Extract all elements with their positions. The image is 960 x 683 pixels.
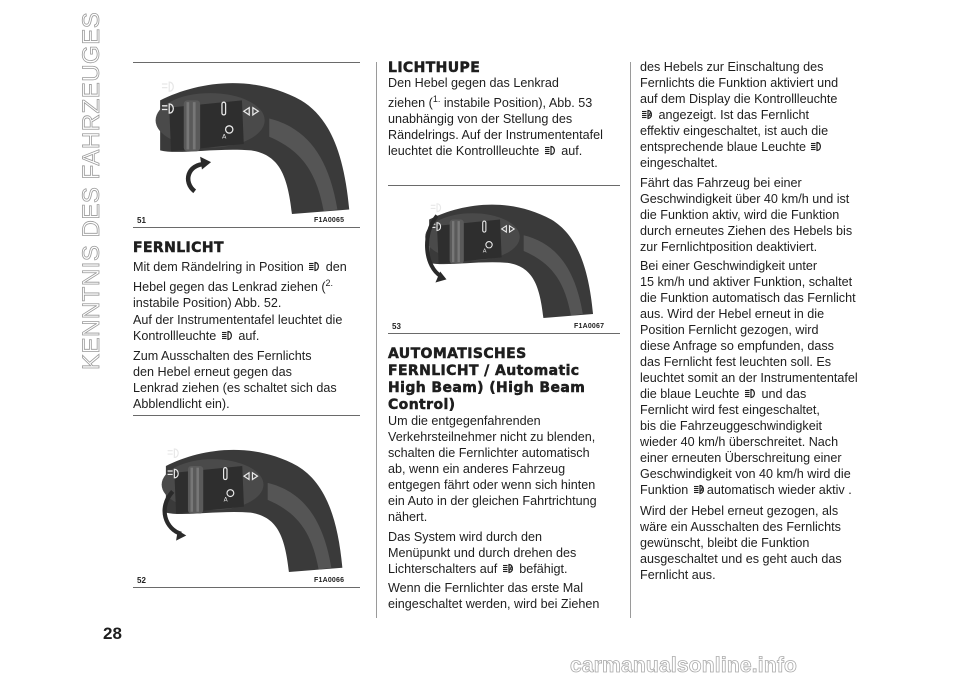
heading-fernlicht: FERNLICHT <box>133 240 224 256</box>
automatik-paragraph-2: Das System wird durch den Menüpunkt und durch drehen des Lichterschalters auf befähigt. <box>388 530 577 576</box>
figure-rule <box>388 185 620 186</box>
figure-rule <box>388 333 620 334</box>
top-rule <box>133 62 360 63</box>
col3-paragraph-4: Wird der Hebel erneut gezogen, als wäre ein Ausschalten des Fernlichts gewünscht, bleibt die Funktion ausgeschaltet und es geht auch das Fernlicht aus. <box>640 504 842 582</box>
high-beam-icon <box>308 261 321 272</box>
automatik-paragraph-3: Wenn die Fernlichter das erste Mal eingeschaltet werden, wird bei Ziehen <box>388 581 600 611</box>
figure-51 <box>133 64 360 214</box>
auto-high-beam-icon <box>693 484 706 495</box>
figure-code: F1A0065 <box>314 217 345 224</box>
col3-paragraph-3: Bei einer Geschwindigkeit unter 15 km/h und aktiver Funktion, schaltet die Funktion automatisch das Fernlicht aus. Wird der Hebel erneut in die Position Fernlicht gezogen, wird diese Anfrage so empfunden, dass das Fernlicht fest leuchten soll. Es leuchtet somit an der Instrumententafel die blaue Leuchte und das Fernlicht wird fest eingeschaltet, bis die Fahrzeuggeschwindigkeit wieder 40 km/h überschreitet. Nach einer erneuten Überschreitung einer Geschwindigkeit von 40 km/h wird die Funktion automatisch wieder aktiv . <box>640 259 858 497</box>
steering-lever-illustration <box>388 188 620 318</box>
fernlicht-paragraph-1: Mit dem Rändelring in Position den Hebel gegen das Lenkrad ziehen ($^{2.}$ instabile Position) Abb. 52. <box>133 260 347 310</box>
figure-rule <box>133 587 360 588</box>
figure-rule <box>133 415 360 416</box>
figure-rule <box>133 227 360 228</box>
fernlicht-paragraph-2: Auf der Instrumententafel leuchtet die Kontrollleuchte auf. <box>133 313 343 343</box>
auto-high-beam-icon <box>502 563 515 574</box>
section-side-title: KENNTNIS DES FAHRZEUGES <box>78 11 105 370</box>
col3-paragraph-1: des Hebels zur Einschaltung des Fernlichts die Funktion aktiviert und auf dem Display die Kontrollleuchte angezeigt. Ist das Fernlicht effektiv eingeschaltet, ist auch die entsprechende blaue Leuchte eingeschaltet. <box>640 60 839 170</box>
page-number: 28 <box>103 624 122 643</box>
column-separator <box>630 62 631 618</box>
watermark-text: carmanualsonline.info <box>570 654 798 677</box>
figure-code: F1A0067 <box>574 323 605 330</box>
high-beam-icon <box>810 141 823 152</box>
steering-lever-illustration <box>133 64 360 214</box>
heading-lichthupe: LICHTHUPE <box>388 60 481 76</box>
figure-number: 52 <box>137 576 146 585</box>
high-beam-icon <box>544 145 557 156</box>
fernlicht-paragraph-3: Zum Ausschalten des Fernlichts den Hebel erneut gegen das Lenkrad ziehen (es schaltet sich das Abblendlicht ein). <box>133 349 337 411</box>
figure-53 <box>388 188 620 318</box>
figure-number: 53 <box>392 322 401 331</box>
col3-paragraph-2: Fährt das Fahrzeug bei einer Geschwindigkeit über 40 km/h und ist die Funktion aktiv, wird die Funktion durch erneutes Ziehen des Hebels bis zur Fernlichtposition deaktiviert. <box>640 176 853 254</box>
auto-high-beam-icon <box>641 109 654 120</box>
lichthupe-paragraph: Den Hebel gegen das Lenkrad ziehen ($^{1.}$ instabile Position), Abb. 53 unabhängig von der Stellung des Rändelrings. Auf der Instrumententafel leuchtet die Kontrollleuchte auf. <box>388 76 603 158</box>
automatik-paragraph-1: Um die entgegenfahrenden Verkehrsteilnehmer nicht zu blenden, schalten die Fernlichter automatisch ab, wenn ein anderes Fahrzeug entgegen fährt oder wenn sich hinten ein Auto in der gleichen Fahrtrichtung nähert. <box>388 414 597 524</box>
steering-lever-illustration <box>133 432 360 572</box>
figure-number: 51 <box>137 216 146 225</box>
high-beam-icon <box>221 330 234 341</box>
figure-code: F1A0066 <box>314 577 345 584</box>
figure-52 <box>133 432 360 572</box>
column-separator <box>376 62 377 618</box>
heading-automatik: AUTOMATISCHES FERNLICHT / Automatic High Beam) (High Beam Control) <box>388 346 586 413</box>
high-beam-icon <box>744 388 757 399</box>
